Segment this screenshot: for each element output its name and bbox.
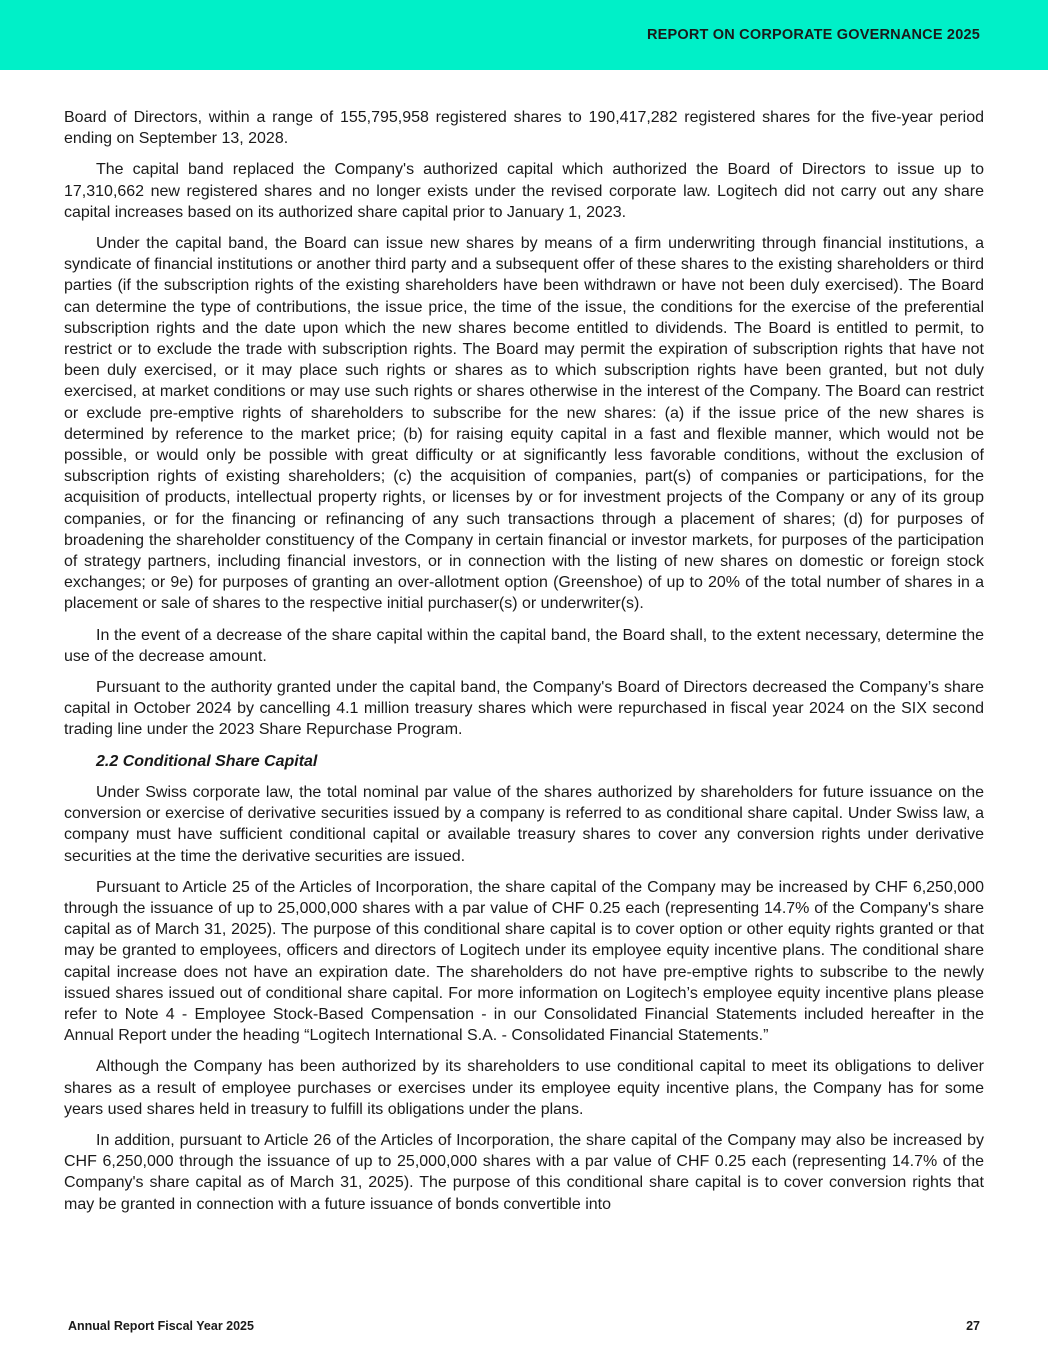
paragraph-board-issuance-powers: Under the capital band, the Board can issue new shares by means of a firm underwriting through financial institutions, a syndicate of financial institutions or another third party and a subsequent offer of these shares to the existing shareholders or third parties (if the subscription rights of the existing shareholders have been withdrawn or have not been duly exercised). The Board can determine the type of contributions, the issue price, the time of the issue, the conditions for the exercise of the preferential subscription rights and the date upon which the new shares become entitled to dividends. The Board is entitled to permit, to restrict or to exclude the trade with subscription rights. The Board may permit the expiration of subscription rights that have not been duly exercised, or it may place such rights or shares as to which subscription rights have been granted, but not duly exercised, at market conditions or may use such rights or shares otherwise in the interest of the Company. The Board can restrict or exclude pre-emptive rights of shareholders to subscribe for the new shares: (a) if the issue price of the new shares is determined by reference to the market price; (b) for raising equity capital in a fast and flexible manner, which would not be possible, or would only be possible with great difficulty or at significantly less favorable conditions, without the exclusion of subscription rights of existing shareholders; (c) the acquisition of companies, part(s) of companies or participations, for the acquisition of products, intellectual property rights, or licenses by or for investment projects of the Company or any of its group companies, or for the financing or refinancing of any such transactions through a placement of shares; (d) for purposes of broadening the shareholder constituency of the Company in certain financial or investor markets, for purposes of the participation of strategy partners, including financial investors, or in connection with the listing of new shares on domestic or foreign stock exchanges; or 9e) for purposes of granting an over-allotment option (Greenshoe) of up to 20% of the total number of shares in a placement or sale of shares to the respective initial purchaser(s) or underwriter(s). — [64, 235, 984, 613]
paragraph-treasury-cancellation: Pursuant to the authority granted under the capital band, the Company's Board of Directors decreased the Company’s share capital in October 2024 by cancelling 4.1 million treasury shares which were repurchased in fiscal year 2024 on the SIX second trading line under the 2023 Share Repurchase Program. — [64, 679, 984, 739]
page-number: 27 — [966, 1319, 980, 1333]
paragraph-authorized-capital: The capital band replaced the Company's authorized capital which authorized the Board of Directors to issue up to 17,310,662 new registered shares and no longer exists under the revised corporate law. Logitech did not carry out any share capital increases based on its authorized share capital prior to January 1, 2023. — [64, 161, 984, 221]
paragraph-capital-band-range: Board of Directors, within a range of 155,795,958 registered shares to 190,417,282 registered shares for the five-year period ending on September 13, 2028. — [64, 109, 984, 148]
document-body — [64, 107, 984, 1225]
paragraph-article-26: In addition, pursuant to Article 26 of the Articles of Incorporation, the share capital of the Company may also be increased by CHF 6,250,000 through the issuance of up to 25,000,000 shares with a par value of CHF 0.25 each (representing 14.7% of the Company's share capital as of March 31, 2025). The purpose of this conditional share capital is to cover conversion rights that may be granted in connection with a future issuance of bonds convertible into — [64, 1131, 984, 1213]
header-band — [0, 0, 1048, 70]
paragraph-capital-decrease: In the event of a decrease of the share capital within the capital band, the Board shall, to the extent necessary, determine the use of the decrease amount. — [64, 626, 984, 665]
paragraph-conditional-capital-definition: Under Swiss corporate law, the total nominal par value of the shares authorized by shareholders for future issuance on the conversion or exercise of derivative securities issued by a company is referred to as conditional share capital. Under Swiss law, a company must have sufficient conditional capital or available treasury shares to cover any conversion rights under derivative securities at the time the derivative securities are issued. — [64, 783, 984, 865]
section-heading-conditional-share-capital: 2.2 Conditional Share Capital — [96, 752, 318, 770]
paragraph-treasury-usage: Although the Company has been authorized by its shareholders to use conditional capital to meet its obligations to deliver shares as a result of employee purchases or exercises under its employee equity incentive plans, the Company has for some years used shares held in treasury to fulfill its obligations under the plans. — [64, 1058, 984, 1118]
footer-report-name: Annual Report Fiscal Year 2025 — [68, 1319, 254, 1333]
report-title: REPORT ON CORPORATE GOVERNANCE 2025 — [646, 27, 980, 43]
paragraph-article-25: Pursuant to Article 25 of the Articles of Incorporation, the share capital of the Company may be increased by CHF 6,250,000 through the issuance of up to 25,000,000 shares with a par value of CHF 0.25 each (representing 14.7% of the Company's share capital as of March 31, 2025). The purpose of this conditional share capital is to cover option or other equity rights granted or that may be granted to employees, officers and directors of Logitech under its employee equity incentive plans. The conditional share capital increase does not have an expiration date. The shareholders do not have pre-emptive rights to subscribe to the newly issued shares issued out of conditional share capital. For more information on Logitech’s employee equity incentive plans please refer to Note 4 - Employee Stock-Based Compensation - in our Consolidated Financial Statements included hereafter in the Annual Report under the heading “Logitech International S.A. - Consolidated Financial Statements.” — [64, 878, 984, 1045]
